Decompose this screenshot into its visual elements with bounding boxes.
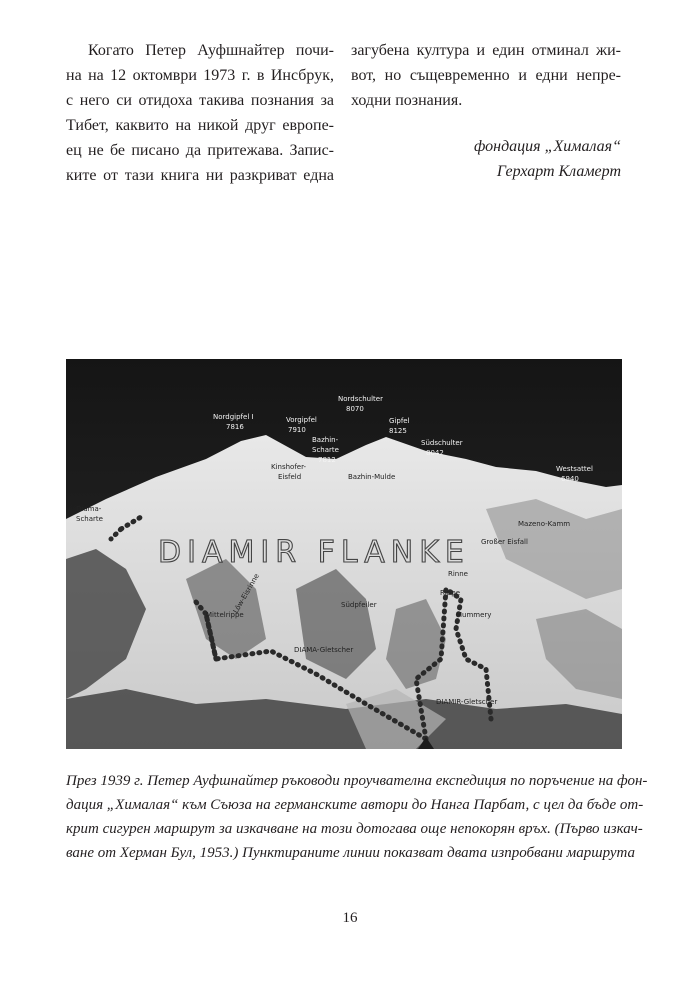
label-diama: Diama-	[76, 505, 102, 513]
label-bazhin-height: 7812	[318, 456, 336, 464]
signature-foundation: фондация „Хималая“	[473, 138, 621, 155]
label-nordgipfel-height: 7816	[226, 423, 244, 431]
paragraph-line: Когато Петер Ауфшнайтер почи-	[88, 42, 334, 59]
right-text-column	[351, 38, 621, 113]
paragraph-line: ец не бе писано да притежава. Запис-	[66, 142, 334, 159]
label-eisfeld: Eisfeld	[278, 473, 302, 481]
signature	[351, 134, 621, 184]
paragraph-line: загубена култура и един отминал жи-	[351, 42, 621, 59]
label-nordgipfel: Nordgipfel I	[213, 413, 254, 421]
paragraph-line: вот, но същевременно и едни непре-	[351, 67, 621, 84]
left-text-column	[66, 38, 334, 188]
flanke-label: DIAMIR FLANKE	[158, 535, 470, 570]
mountain-photo	[66, 359, 622, 749]
label-kinshofer: Kinshofer-	[271, 463, 307, 471]
label-westsattel: Westsattel	[556, 465, 593, 473]
paragraph-line: на на 12 октомври 1973 г. в Инсбрук,	[66, 67, 334, 84]
figure-caption	[66, 769, 648, 865]
caption-line: През 1939 г. Петер Ауфшнайтер ръководи проучвателна експедиция по поръчение на фон-	[66, 773, 648, 789]
caption-line: крит сигурен маршрут за изкачване на този дотогава още непокорян връх. (Първо изкач-	[66, 821, 643, 837]
label-mazeno: Mazeno-Kamm	[518, 520, 571, 528]
signature-author: Герхарт Кламерт	[496, 163, 621, 180]
label-gipfel-height: 8125	[389, 427, 407, 435]
label-westsattel-height: 6940	[561, 475, 579, 483]
label-vorgipfel: Vorgipfel	[286, 416, 317, 424]
label-mummery: Mummery	[456, 611, 492, 619]
page-number: 16	[342, 910, 358, 926]
label-vorgipfel-height: 7910	[288, 426, 306, 434]
label-rippe: Rippe	[440, 589, 461, 597]
caption-line: ване от Херман Бул, 1953.) Пунктираните линии показват двата изпробвани маршрута	[66, 845, 636, 861]
label-diama-gletscher: DIAMA-Gletscher	[294, 646, 354, 654]
label-gipfel: Gipfel	[389, 417, 410, 425]
label-diama-scharte: Scharte	[76, 515, 103, 523]
label-sudschulter-height: 8042	[426, 449, 444, 457]
nanga-parbat-route-map	[66, 359, 622, 749]
label-mittelrippe: Mittelrippe	[206, 611, 244, 619]
label-scharte: Scharte	[312, 446, 339, 454]
label-bazhin-mulde: Bazhin-Mulde	[348, 473, 396, 481]
label-sudschulter: Südschulter	[421, 439, 463, 447]
paragraph-line: ходни познания.	[351, 92, 463, 109]
label-sudpfeiler: Südpfeiler	[341, 601, 377, 609]
label-nordschulter: Nordschulter	[338, 395, 383, 403]
paragraph-line: с него си отидоха такива познания за	[66, 92, 334, 109]
label-grosser-eisfall: Großer Eisfall	[481, 538, 528, 546]
label-nordschulter-height: 8070	[346, 405, 364, 413]
label-low-eisrinne: Löw-Eisrinne	[231, 572, 261, 615]
label-rinne: Rinne	[448, 570, 468, 578]
paragraph-line: ките от тази книга ни разкриват една	[66, 167, 334, 184]
caption-line: дация „Хималая“ към Съюза на германските автори до Нанга Парбат, с цел да бъде от-	[66, 797, 644, 813]
label-diamir-gletscher: DIAMIR-Gletscher	[436, 698, 498, 706]
paragraph-line: Тибет, каквито на никой друг европе-	[66, 117, 334, 134]
label-bazhin: Bazhin-	[312, 436, 339, 444]
